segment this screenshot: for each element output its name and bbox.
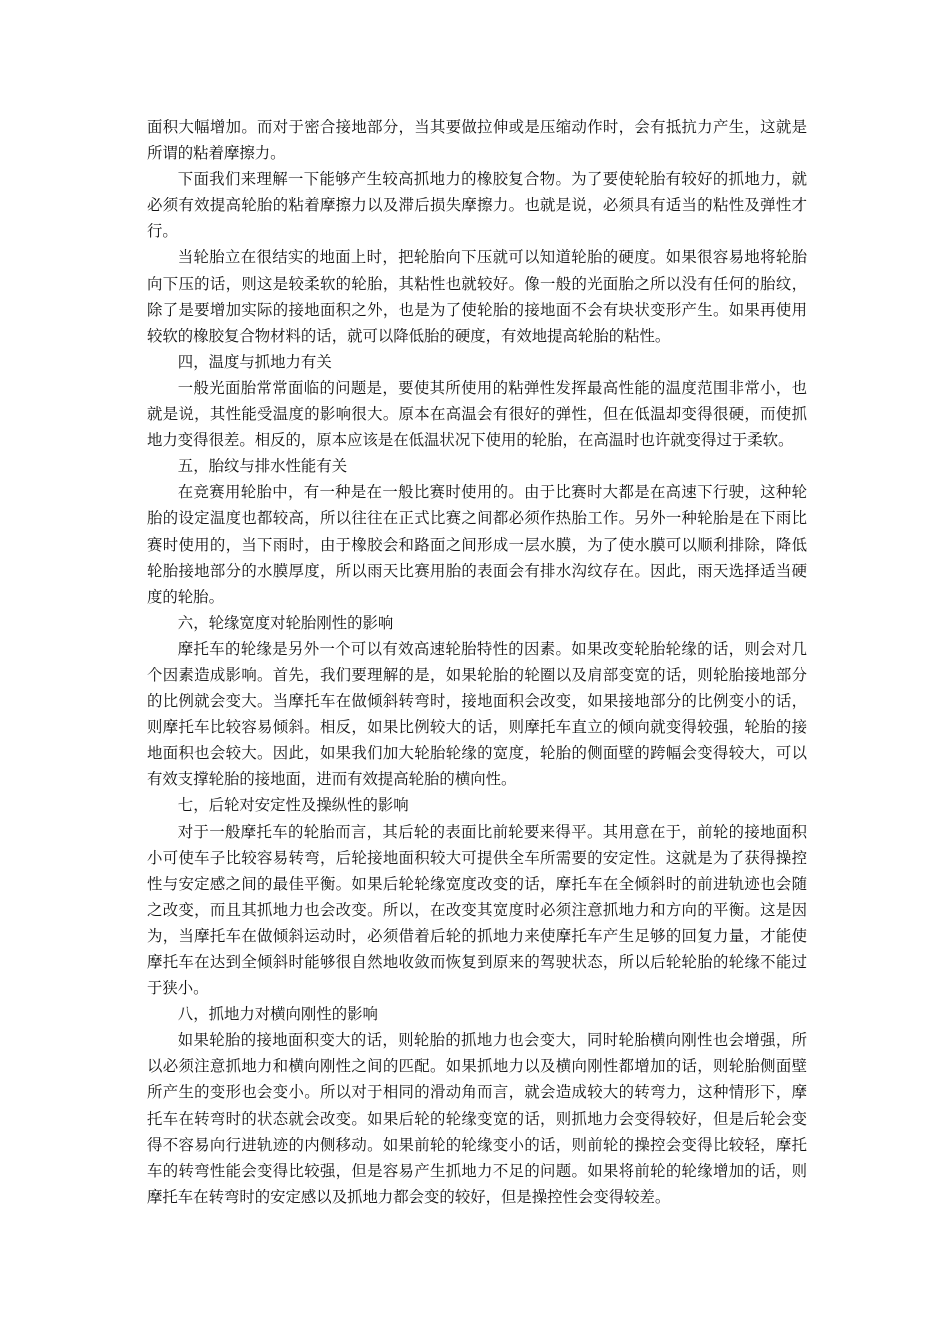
paragraph-tire-hardness: 当轮胎立在很结实的地面上时，把轮胎向下压就可以知道轮胎的硬度。如果很容易地将轮胎向下压的话，则这是较柔软的轮胎，其粘性也就较好。像一般的光面胎之所以没有任何的胎纹，除了是要增加实际的接地面积之外，也是为了使轮胎的接地面不会有块状变形产生。如果再使用较软的橡胶复合物材料的话，就可以降低胎的硬度，有效地提高轮胎的粘性。: [147, 248, 807, 345]
paragraph-grip-rigidity: 如果轮胎的接地面积变大的话，则轮胎的抓地力也会变大，同时轮胎横向刚性也会增强，所以必须注意抓地力和横向刚性之间的匹配。如果抓地力以及横向刚性都增加的话，则轮胎侧面壁所产生的变形也会变小。所以对于相同的滑动角而言，就会造成较大的转弯力，这种情形下，摩托车在转弯时的状态就会改变。如果后轮的轮缘变宽的话，则抓地力会变得较好，但是后轮会变得不容易向行进轨迹的内侧移动。如果前轮的轮缘变小的话，则前轮的操控会变得比较轻，摩托车的转弯性能会变得比较强，但是容易产生抓地力不足的问题。如果将前轮的轮缘增加的话，则摩托车在转弯时的安定感以及抓地力都会变的较好，但是操控性会变得较差。: [147, 1031, 807, 1206]
section-heading-grip-rigidity: 八，抓地力对横向刚性的影响: [177, 1005, 378, 1024]
paragraph-rubber-compound: 下面我们来理解一下能够产生较高抓地力的橡胶复合物。为了要使轮胎有较好的抓地力，就必须有效提高轮胎的粘着摩擦力以及滞后损失摩擦力。也就是说，必须具有适当的粘性及弹性才行。: [147, 170, 807, 241]
section-heading-rim-width: 六，轮缘宽度对轮胎刚性的影响: [177, 613, 394, 632]
paragraph-rear-wheel: 对于一般摩托车的轮胎而言，其后轮的表面比前轮要来得平。其用意在于，前轮的接地面积小可使车子比较容易转弯，后轮接地面积较大可提供全车所需要的安定性。这就是为了获得操控性与安定感之间的最佳平衡。如果后轮轮缘宽度改变的话，摩托车在全倾斜时的前进轨迹也会随之改变，而且其抓地力也会改变。所以，在改变其宽度时必须注意抓地力和方向的平衡。这是因为，当摩托车在做倾斜运动时，必须借着后轮的抓地力来使摩托车产生足够的回复力量，才能使摩托车在达到全倾斜时能够很自然地收敛而恢复到原来的驾驶状态，所以后轮轮胎的轮缘不能过于狭小。: [147, 822, 807, 998]
paragraph-tread-drainage: 在竞赛用轮胎中，有一种是在一般比赛时使用的。由于比赛时大都是在高速下行驶，这种轮胎的设定温度也都较高，所以往往在正式比赛之间都必须作热胎工作。另外一种轮胎是在下雨比赛时使用的，当下雨时，由于橡胶会和路面之间形成一层水膜，为了使水膜可以顺利排除，降低轮胎接地部分的水膜厚度，所以雨天比赛用胎的表面会有排水沟纹存在。因此，雨天选择适当硬度的轮胎。: [147, 483, 807, 606]
paragraph-temperature: 一般光面胎常常面临的问题是，要使其所使用的粘弹性发挥最高性能的温度范围非常小，也就是说，其性能受温度的影响很大。原本在高温会有很好的弹性，但在低温却变得很硬，而使抓地力变得很差。相反的，原本应该是在低温状况下使用的轮胎，在高温时也许就变得过于柔软。: [147, 378, 807, 450]
document-body: [147, 114, 807, 1210]
section-heading-rear-wheel: 七，后轮对安定性及操纵性的影响: [177, 796, 409, 815]
paragraph-rim-width: 摩托车的轮缘是另外一个可以有效高速轮胎特性的因素。如果改变轮胎轮缘的话，则会对几个因素造成影响。首先，我们要理解的是，如果轮胎的轮圈以及肩部变宽的话，则轮胎接地部分的比例就会变大。当摩托车在做倾斜转弯时，接地面积会改变，如果接地部分的比例变小的话，则摩托车比较容易倾斜。相反，如果比例较大的话，则摩托车直立的倾向就变得较强，轮胎的接地面积也会较大。因此，如果我们加大轮胎轮缘的宽度，轮胎的侧面壁的跨幅会变得较大，可以有效支撑轮胎的接地面，进而有效提高轮胎的横向性。: [147, 639, 807, 789]
section-heading-tread-drainage: 五，胎纹与排水性能有关: [177, 457, 348, 476]
section-heading-temperature: 四，温度与抓地力有关: [177, 352, 332, 371]
paragraph-continuation: 面积大幅增加。而对于密合接地部分，当其要做拉伸或是压缩动作时，会有抵抗力产生，这就是所谓的粘着摩擦力。: [147, 118, 807, 163]
